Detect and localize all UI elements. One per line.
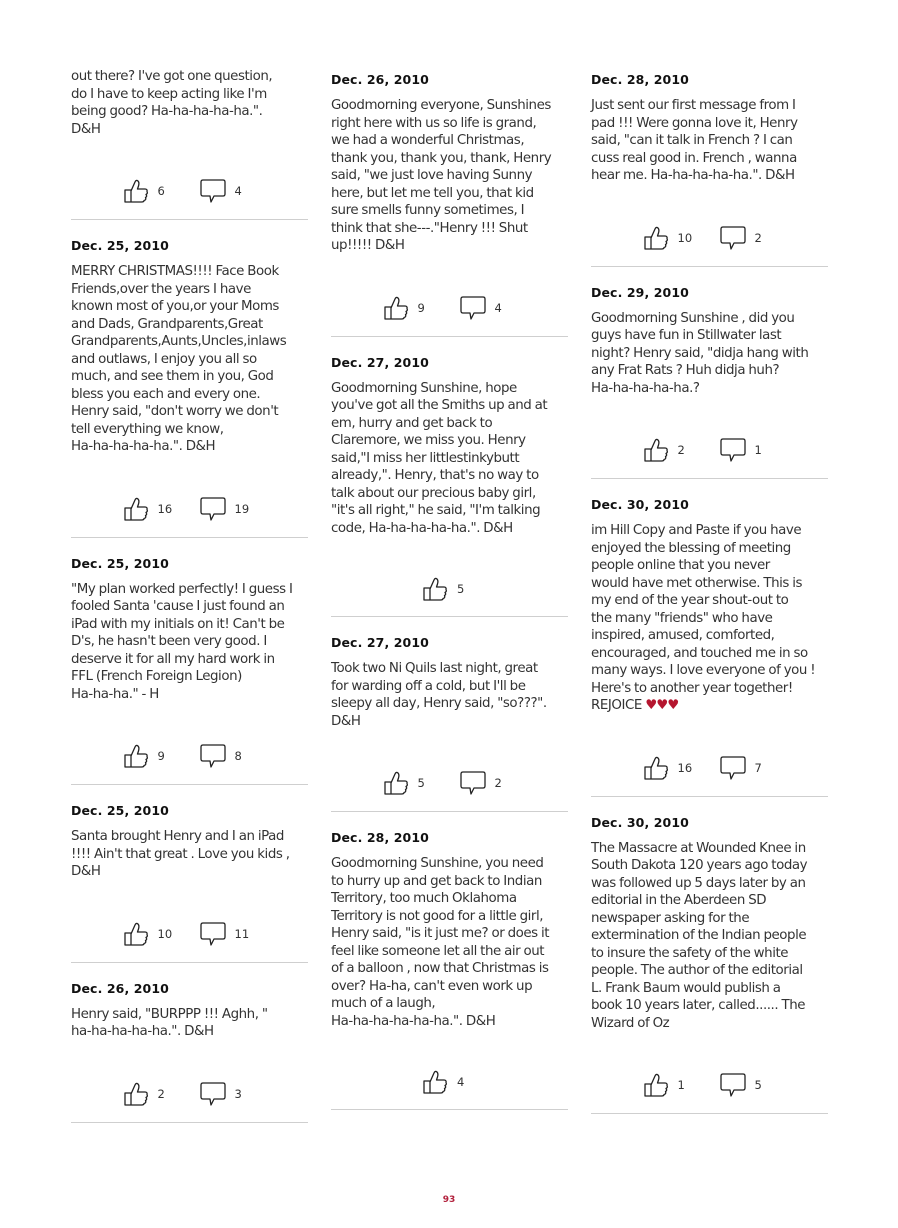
comment-count: 19 xyxy=(234,501,250,516)
page-number: 93 xyxy=(442,1195,456,1205)
thumbs-up-icon xyxy=(123,497,149,521)
like-button[interactable] xyxy=(123,922,178,946)
thumbs-up-icon xyxy=(123,1082,149,1106)
post-date: Dec. 25, 2010 xyxy=(71,555,169,571)
like-count: 4 xyxy=(457,1075,465,1089)
like-count: 16 xyxy=(157,501,173,516)
post-actions xyxy=(71,138,308,219)
comment-button[interactable] xyxy=(720,1072,777,1098)
comment-count: 1 xyxy=(754,443,762,457)
comment-count: 8 xyxy=(234,749,242,763)
post-text: MERRY CHRISTMAS!!!! Face Book Friends,over the years I have known most of you,or your Moms and Dads, Grandparents,Great Grandparents,Aunts,Uncles,inlaws and outlaws, I enjoy you all so much, and see them in you, God bless you each and every one. Henry said, "don't worry we don't tell everything we know, Ha-ha-ha-ha-ha.". D&H xyxy=(71,264,287,454)
post-date: Dec. 30, 2010 xyxy=(591,814,689,830)
post-date: Dec. 26, 2010 xyxy=(71,980,169,996)
post-actions xyxy=(71,881,308,962)
comment-button[interactable] xyxy=(460,295,517,321)
comment-button[interactable] xyxy=(200,1081,257,1107)
like-count: 1 xyxy=(677,1078,685,1092)
thumbs-up-icon xyxy=(422,577,448,601)
like-count: 9 xyxy=(157,749,165,763)
post-actions xyxy=(71,703,308,784)
like-button[interactable] xyxy=(643,438,698,462)
post-text: Goodmorning Sunshine, hope you've got all the Smiths up and at em, hurry and get back to Claremore, we miss you. Henry said,"I miss her littlestinkybutt already,". Henry, that's no way to talk about our precious baby girl, "it's all right," he said, "I'm talking code, Ha-ha-ha-ha-ha.". D&H xyxy=(331,380,548,536)
post-actions xyxy=(331,730,568,811)
thumbs-up-icon xyxy=(643,756,669,780)
post-actions xyxy=(331,255,568,336)
post-text: Henry said, "BURPPP !!! Aghh, " ha-ha-ha-ha-ha.". D&H xyxy=(71,1006,268,1039)
post xyxy=(591,815,828,1115)
comment-button[interactable] xyxy=(460,770,517,796)
post-actions xyxy=(591,185,828,266)
post-actions xyxy=(331,537,568,616)
like-count: 2 xyxy=(677,443,685,457)
comment-count: 5 xyxy=(754,1078,762,1092)
like-button[interactable] xyxy=(643,226,698,250)
like-count: 6 xyxy=(157,184,165,198)
post xyxy=(71,556,308,786)
post xyxy=(331,355,568,618)
thumbs-up-icon xyxy=(643,226,669,250)
post-text: Took two Ni Quils last night, great for warding off a cold, but I'll be sleepy all day, Henry said, "so???". D&H xyxy=(331,661,547,729)
post-actions xyxy=(71,456,308,537)
post-actions xyxy=(71,1041,308,1122)
post-text: out there? I've got one question, do I have to keep acting like I'm being good? Ha-ha-ha-ha-ha.". D&H xyxy=(71,69,273,137)
comment-button[interactable] xyxy=(200,178,257,204)
thumbs-up-icon xyxy=(383,296,409,320)
post xyxy=(331,635,568,812)
post-actions xyxy=(591,715,828,796)
column-3 xyxy=(591,68,828,1114)
post xyxy=(71,238,308,538)
like-count: 10 xyxy=(677,230,693,245)
comment-button[interactable] xyxy=(720,225,777,251)
comment-bubble-icon xyxy=(200,496,226,522)
thumbs-up-icon xyxy=(643,1073,669,1097)
heart-icons: ♥♥♥ xyxy=(645,698,679,713)
comment-button[interactable] xyxy=(200,743,257,769)
post xyxy=(331,830,568,1110)
comment-bubble-icon xyxy=(200,921,226,947)
thumbs-up-icon xyxy=(383,771,409,795)
post-text: Goodmorning Sunshine , did you guys have fun in Stillwater last night? Henry said, "didja hang with any Frat Rats ? Huh didja huh? Ha-ha-ha-ha-ha.? xyxy=(591,310,809,396)
like-count: 2 xyxy=(157,1086,165,1101)
post-date: Dec. 25, 2010 xyxy=(71,803,169,818)
post-date: Dec. 27, 2010 xyxy=(331,635,429,650)
comment-bubble-icon xyxy=(720,755,746,781)
comment-bubble-icon xyxy=(460,295,486,321)
comment-count: 2 xyxy=(754,230,762,245)
like-count: 16 xyxy=(677,760,693,775)
comment-button[interactable] xyxy=(200,496,257,522)
post-date: Dec. 28, 2010 xyxy=(591,72,689,87)
comment-bubble-icon xyxy=(200,178,226,204)
post-text: Goodmorning Sunshine, you need to hurry up and get back to Indian Territory, too much Oklahoma Territory is not good for a little girl, Henry said, "is it just me? or does it feel like someone let all the air out of a balloon , now that Christmas is over? Ha-ha, can't even work up much of a laugh, Ha-ha-ha-ha-ha-ha.". D&H xyxy=(331,856,550,1029)
like-button[interactable] xyxy=(422,577,477,601)
comment-bubble-icon xyxy=(720,437,746,463)
post-date: Dec. 27, 2010 xyxy=(331,354,429,370)
like-button[interactable] xyxy=(123,744,178,768)
like-button[interactable] xyxy=(123,497,178,521)
post-text: Just sent our first message from I pad !!! Were gonna love it, Henry said, "can it talk in French ? I can cuss real good in. French , wanna hear me. Ha-ha-ha-ha-ha.". D&H xyxy=(591,98,798,183)
post xyxy=(71,68,308,220)
like-button[interactable] xyxy=(123,179,178,203)
post-actions xyxy=(591,1032,828,1113)
comment-bubble-icon xyxy=(200,743,226,769)
post-text: Santa brought Henry and I an iPad !!!! Ain't that great . Love you kids , D&H xyxy=(71,829,290,879)
post-text: The Massacre at Wounded Knee in South Dakota 120 years ago today was followed up 5 days later by an editorial in the Aberdeen SD newspaper asking for the extermination of the Indian people to insure the safety of the white people. The author of the editorial L. Frank Baum would publish a book 10 years later, called...... The Wizard of Oz xyxy=(591,840,808,1031)
post-date: Dec. 29, 2010 xyxy=(591,284,689,300)
comment-bubble-icon xyxy=(200,1081,226,1107)
post-date: Dec. 25, 2010 xyxy=(71,238,169,253)
like-button[interactable] xyxy=(383,296,438,320)
like-count: 5 xyxy=(457,582,465,596)
thumbs-up-icon xyxy=(123,744,149,768)
comment-count: 11 xyxy=(234,926,250,941)
like-button[interactable] xyxy=(123,1082,178,1106)
post xyxy=(591,72,828,267)
comment-count: 3 xyxy=(234,1086,242,1101)
like-button[interactable] xyxy=(422,1070,477,1094)
post-actions xyxy=(331,1030,568,1109)
comment-bubble-icon xyxy=(720,1072,746,1098)
comment-bubble-icon xyxy=(460,770,486,796)
comment-bubble-icon xyxy=(720,225,746,251)
comment-button[interactable] xyxy=(200,921,257,947)
thumbs-up-icon xyxy=(123,179,149,203)
comment-count: 7 xyxy=(754,760,762,775)
thumbs-up-icon xyxy=(422,1070,448,1094)
post xyxy=(331,72,568,337)
comment-button[interactable] xyxy=(720,755,777,781)
post-text xyxy=(591,522,828,715)
like-button[interactable] xyxy=(643,756,698,780)
post xyxy=(591,285,828,480)
thumbs-up-icon xyxy=(123,922,149,946)
like-count: 9 xyxy=(417,300,425,315)
column-2 xyxy=(331,68,568,1110)
post-date: Dec. 26, 2010 xyxy=(331,72,429,87)
post-actions xyxy=(591,397,828,478)
thumbs-up-icon xyxy=(643,438,669,462)
like-button[interactable] xyxy=(383,771,438,795)
comment-button[interactable] xyxy=(720,437,777,463)
post-date: Dec. 28, 2010 xyxy=(331,830,429,845)
post xyxy=(591,497,828,797)
post-text: "My plan worked perfectly! I guess I fooled Santa 'cause I just found an iPad with my initials on it! Can't be D's, he hasn't been very good. I deserve it for all my hard work in FFL (French Foreign Legion) Ha-ha-ha." - H xyxy=(71,581,293,702)
post xyxy=(71,981,308,1123)
column-1 xyxy=(71,68,308,1123)
post-text-body: im Hill Copy and Paste if you have enjoyed the blessing of meeting people online that you never would have met otherwise. This is my end of the year shout-out to the many "friends" who have inspired, amused, comforted, encouraged, and touched me in so many ways. I love everyone of you ! Here's to another year together! REJOICE xyxy=(591,523,816,713)
post-date: Dec. 30, 2010 xyxy=(591,497,689,512)
post-text: Goodmorning everyone, Sunshines right here with us so life is grand, we had a wonderful Christmas, thank you, thank you, thank, Henry said, "we just love having Sunny here, but let me tell you, that kid sure smells funny sometimes, I think that she---."Henry !!! Shut up!!!!! D&H xyxy=(331,98,552,253)
comment-count: 2 xyxy=(494,776,502,790)
like-count: 10 xyxy=(157,926,173,941)
comment-count: 4 xyxy=(234,184,242,198)
like-button[interactable] xyxy=(643,1073,698,1097)
post xyxy=(71,803,308,963)
comment-count: 4 xyxy=(494,300,502,315)
like-count: 5 xyxy=(417,776,425,790)
